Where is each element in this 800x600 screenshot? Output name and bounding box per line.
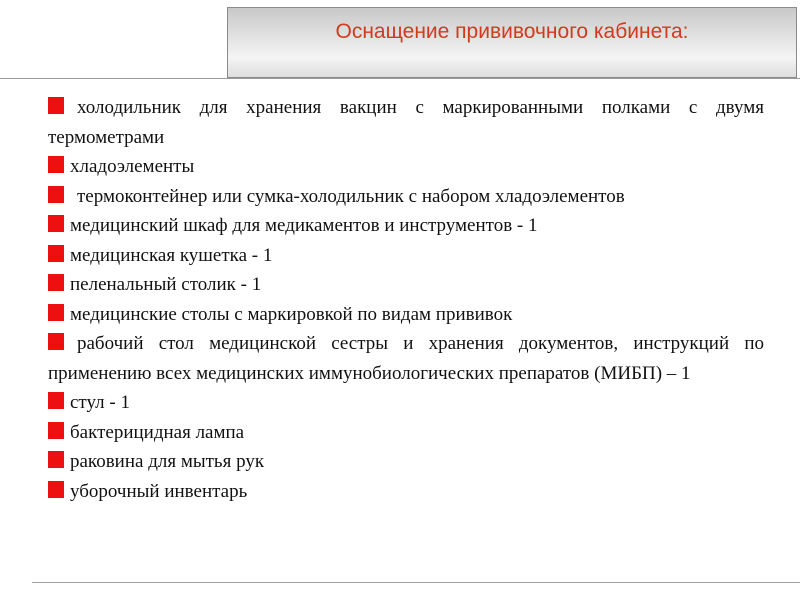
list-item-text: медицинский шкаф для медикаментов и инструментов - 1 xyxy=(70,215,538,236)
red-square-bullet-icon xyxy=(48,156,64,173)
red-square-bullet-icon xyxy=(48,304,64,321)
red-square-bullet-icon xyxy=(48,392,64,409)
red-square-bullet-icon xyxy=(48,274,64,291)
red-square-bullet-icon xyxy=(48,451,64,468)
red-square-bullet-icon xyxy=(48,481,64,498)
title-box xyxy=(227,7,797,78)
list-item-text: уборочный инвентарь xyxy=(70,480,248,502)
list-item xyxy=(48,388,764,418)
slide-title: Оснащение прививочного кабинета: xyxy=(335,20,689,43)
red-square-bullet-icon xyxy=(48,97,64,114)
red-square-bullet-icon xyxy=(48,422,64,439)
list-item xyxy=(48,182,764,212)
list-item-text: стул - 1 xyxy=(70,392,130,413)
list-item xyxy=(48,241,764,271)
list-item-text: раковина для мытья рук xyxy=(70,451,265,472)
list-item xyxy=(48,152,764,182)
list-item xyxy=(48,211,764,241)
red-square-bullet-icon xyxy=(48,245,64,262)
list-item xyxy=(48,270,764,300)
header-divider xyxy=(0,78,800,79)
list-item-text: бактерицидная лампа xyxy=(70,421,245,443)
list-item xyxy=(48,329,764,388)
red-square-bullet-icon xyxy=(48,333,64,350)
list-item xyxy=(48,300,764,330)
equipment-list xyxy=(48,93,764,506)
red-square-bullet-icon xyxy=(48,186,64,203)
list-item-text: пеленальный столик - 1 xyxy=(70,274,262,295)
list-item-text: медицинские столы с маркировкой по видам прививок xyxy=(70,303,513,325)
red-square-bullet-icon xyxy=(48,215,64,232)
list-item-text: медицинская кушетка - 1 xyxy=(70,244,273,266)
list-item-text: термоконтейнер или сумка-холодильник с набором хладоэлементов xyxy=(77,185,625,207)
list-item-text: холодильник для хранения вакцин с маркированными полками с двумя термометрами xyxy=(48,97,764,148)
list-item-text: рабочий стол медицинской сестры и хранения документов, инструкций по применению всех медицинских иммунобиологических препаратов (МИБП) – 1 xyxy=(48,333,764,384)
list-item xyxy=(48,93,764,152)
list-item xyxy=(48,477,764,507)
list-item xyxy=(48,447,764,477)
list-item-text: хладоэлементы xyxy=(70,156,195,177)
footer-divider xyxy=(32,582,800,583)
list-item xyxy=(48,418,764,448)
